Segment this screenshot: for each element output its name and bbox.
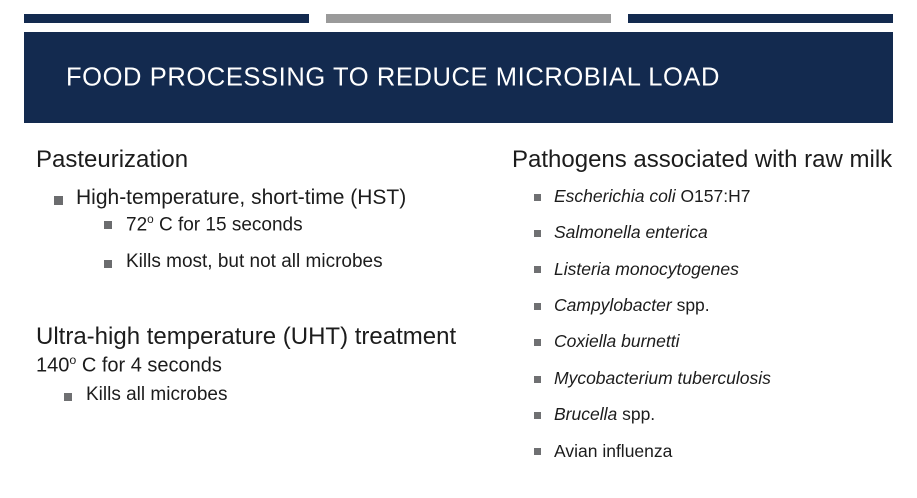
hst-temp-value: 72 bbox=[126, 214, 148, 235]
left-column bbox=[36, 146, 506, 420]
pathogen-name-plain: O157:H7 bbox=[675, 185, 751, 206]
right-column bbox=[512, 146, 912, 476]
left-heading-pasteurization: Pasteurization bbox=[36, 146, 189, 173]
square-bullet-icon bbox=[104, 260, 112, 268]
square-bullet-icon bbox=[534, 376, 541, 383]
list-item bbox=[534, 330, 912, 352]
list-item bbox=[534, 258, 912, 280]
hst-temp-rest: C for 15 seconds bbox=[153, 214, 303, 235]
square-bullet-icon bbox=[534, 303, 541, 310]
list-item bbox=[534, 367, 912, 389]
list-item bbox=[534, 440, 912, 462]
uht-temp-value: 140 bbox=[36, 355, 70, 378]
square-bullet-icon bbox=[534, 339, 541, 346]
list-item bbox=[534, 403, 912, 425]
square-bullet-icon bbox=[534, 448, 541, 455]
square-bullet-icon bbox=[534, 412, 541, 419]
degree-symbol: o bbox=[147, 212, 154, 226]
uht-temp-rest: C for 4 seconds bbox=[76, 355, 222, 378]
pathogen-name-italic: Campylobacter bbox=[554, 294, 672, 315]
list-item bbox=[534, 294, 912, 316]
top-bar-segment-dark-left bbox=[24, 14, 309, 23]
right-heading-pathogens: Pathogens associated with raw milk bbox=[512, 146, 893, 173]
square-bullet-icon bbox=[54, 196, 63, 205]
pathogen-list bbox=[512, 185, 912, 462]
list-item bbox=[104, 250, 506, 274]
list-item bbox=[64, 383, 506, 407]
square-bullet-icon bbox=[104, 221, 112, 229]
square-bullet-icon bbox=[534, 194, 541, 201]
square-bullet-icon bbox=[64, 393, 72, 401]
degree-symbol: o bbox=[69, 353, 77, 368]
slide-title: FOOD PROCESSING TO REDUCE MICROBIAL LOAD bbox=[66, 63, 721, 91]
square-bullet-icon bbox=[534, 266, 541, 273]
uht-condition-line bbox=[36, 353, 506, 379]
top-bar-segment-dark-right bbox=[628, 14, 893, 23]
top-bar-gap-2 bbox=[611, 14, 628, 23]
pathogen-name-plain: spp. bbox=[617, 404, 656, 425]
pathogen-name-italic: Salmonella enterica bbox=[554, 222, 708, 243]
pathogen-name-italic: Brucella bbox=[554, 404, 618, 425]
bullet-label: High-temperature, short-time (HST) bbox=[76, 185, 407, 209]
decorative-top-bars bbox=[24, 14, 893, 23]
left-heading-uht: Ultra-high temperature (UHT) treatment bbox=[36, 322, 457, 350]
list-item bbox=[534, 221, 912, 243]
square-bullet-icon bbox=[534, 230, 541, 237]
list-item bbox=[104, 212, 506, 238]
pasteurization-bullet-list bbox=[36, 185, 506, 275]
hst-sub-list bbox=[76, 212, 506, 275]
title-band bbox=[24, 32, 893, 123]
pathogen-name-plain: spp. bbox=[671, 294, 710, 315]
uht-effect-text: Kills all microbes bbox=[86, 384, 228, 406]
list-item bbox=[54, 185, 506, 275]
pathogen-name-italic: Mycobacterium tuberculosis bbox=[554, 367, 771, 388]
top-bar-segment-grey bbox=[326, 14, 611, 23]
list-item bbox=[534, 185, 912, 207]
pathogen-name-italic: Coxiella burnetti bbox=[554, 331, 680, 352]
pathogen-name-italic: Listeria monocytogenes bbox=[554, 258, 739, 279]
top-bar-gap-1 bbox=[309, 14, 326, 23]
uht-sub-list bbox=[36, 383, 506, 407]
pathogen-name-plain: Avian influenza bbox=[554, 440, 673, 461]
hst-effect-text: Kills most, but not all microbes bbox=[126, 251, 383, 273]
pathogen-name-italic: Escherichia coli bbox=[554, 185, 676, 206]
